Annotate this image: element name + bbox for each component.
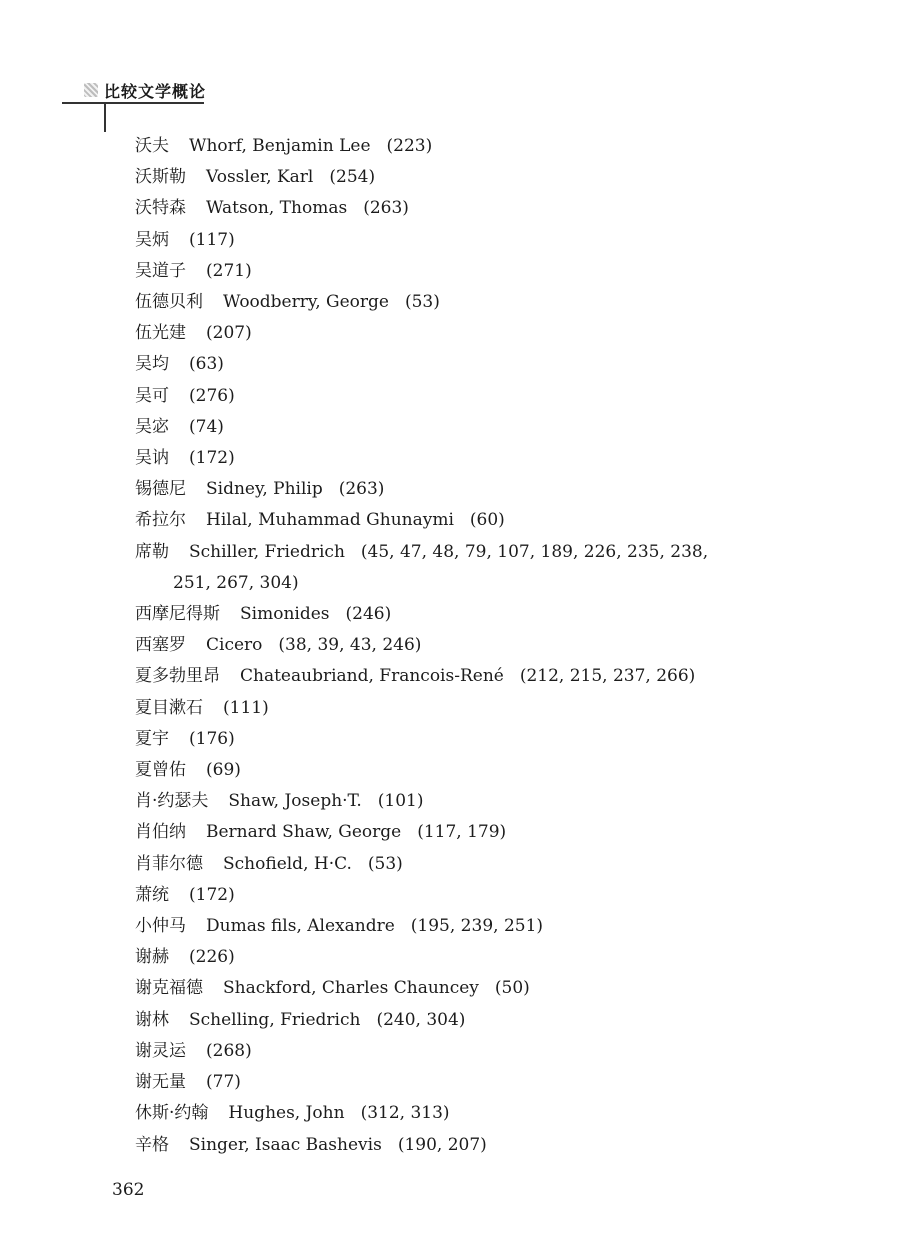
entry-western-name: Cicero <box>206 635 263 656</box>
entry-chinese-name: 锡德尼 <box>135 479 186 500</box>
entry-chinese-name: 席勒 <box>135 541 169 562</box>
entry-page-refs: (172) <box>189 448 235 469</box>
index-entry <box>135 880 835 911</box>
entry-chinese-name: 吴讷 <box>135 448 169 469</box>
entry-chinese-name: 肖菲尔德 <box>135 853 203 874</box>
entry-western-name: Schiller, Friedrich <box>189 541 345 562</box>
index-entry <box>135 630 835 661</box>
index-list <box>135 131 835 1161</box>
page-number: 362 <box>112 1180 145 1200</box>
entry-chinese-name: 沃特森 <box>135 198 186 219</box>
entry-western-name: Sidney, Philip <box>206 479 323 500</box>
index-entry <box>135 1067 835 1098</box>
index-entry <box>135 349 835 380</box>
entry-western-name: Vossler, Karl <box>206 167 314 188</box>
entry-chinese-name: 伍德贝利 <box>135 292 203 313</box>
entry-page-refs: (53) <box>367 853 403 874</box>
index-entry <box>135 724 835 755</box>
index-entry <box>135 443 835 474</box>
entry-page-refs: (176) <box>189 728 235 749</box>
entry-page-refs: (111) <box>223 697 269 718</box>
entry-western-name: Schelling, Friedrich <box>189 1009 361 1030</box>
entry-western-name: Bernard Shaw, George <box>206 822 402 843</box>
entry-page-refs: (53) <box>404 292 440 313</box>
index-entry <box>135 256 835 287</box>
entry-page-refs: (77) <box>206 1072 241 1093</box>
entry-page-refs: (254) <box>329 167 376 188</box>
entry-chinese-name: 辛格 <box>135 1134 169 1155</box>
entry-western-name: Shaw, Joseph·T. <box>228 791 362 812</box>
entry-page-refs: (271) <box>206 260 252 281</box>
index-entry <box>135 911 835 942</box>
entry-page-refs: (246) <box>345 604 392 625</box>
entry-western-name: Whorf, Benjamin Lee <box>189 136 371 156</box>
index-entry <box>135 755 835 786</box>
entry-page-refs: (195, 239, 251) <box>410 916 544 937</box>
index-entry <box>135 505 835 536</box>
entry-western-name: Schofield, H·C. <box>223 853 352 874</box>
entry-chinese-name: 吴宓 <box>135 416 169 437</box>
entry-page-refs: (240, 304) <box>376 1009 466 1030</box>
entry-page-refs: (117, 179) <box>417 822 507 843</box>
entry-page-refs: (69) <box>206 760 241 781</box>
index-entry <box>135 318 835 349</box>
header-rule <box>62 102 204 104</box>
index-entry <box>135 537 835 599</box>
entry-chinese-name: 肖·约瑟夫 <box>135 791 209 812</box>
entry-chinese-name: 沃夫 <box>135 136 169 156</box>
index-entry <box>135 849 835 880</box>
entry-western-name: Shackford, Charles Chauncey <box>223 978 479 999</box>
index-entry <box>135 1098 835 1129</box>
index-entry <box>135 693 835 724</box>
index-entry <box>135 973 835 1004</box>
entry-chinese-name: 吴均 <box>135 354 169 375</box>
index-entry <box>135 817 835 848</box>
entry-page-refs: (117) <box>189 229 235 250</box>
entry-page-refs: (263) <box>338 479 385 500</box>
entry-page-refs: (223) <box>386 136 433 156</box>
entry-chinese-name: 吴道子 <box>135 260 186 281</box>
header-tick <box>104 102 106 132</box>
entry-chinese-name: 萧统 <box>135 884 169 905</box>
index-entry <box>135 131 835 162</box>
index-entry <box>135 225 835 256</box>
running-header <box>84 78 206 102</box>
entry-western-name: Watson, Thomas <box>206 198 348 219</box>
index-entry <box>135 1005 835 1036</box>
entry-chinese-name: 夏曾佑 <box>135 760 186 781</box>
entry-chinese-name: 夏目漱石 <box>135 697 203 718</box>
entry-chinese-name: 谢灵运 <box>135 1040 186 1061</box>
entry-chinese-name: 西摩尼得斯 <box>135 604 220 625</box>
entry-western-name: Dumas fils, Alexandre <box>206 916 395 937</box>
index-entry <box>135 193 835 224</box>
entry-page-refs: (207) <box>206 323 252 344</box>
index-entry <box>135 599 835 630</box>
entry-page-refs: (212, 215, 237, 266) <box>519 666 696 687</box>
entry-western-name: Hilal, Muhammad Ghunaymi <box>206 510 454 531</box>
index-entry <box>135 381 835 412</box>
entry-page-refs: (74) <box>189 416 224 437</box>
index-entry <box>135 474 835 505</box>
entry-page-refs: (101) <box>377 791 424 812</box>
entry-chinese-name: 吴可 <box>135 385 169 406</box>
entry-chinese-name: 伍光建 <box>135 323 186 344</box>
entry-chinese-name: 谢克福德 <box>135 978 203 999</box>
entry-western-name: Hughes, John <box>228 1103 345 1124</box>
entry-page-refs: (226) <box>189 947 235 968</box>
entry-page-refs: (268) <box>206 1040 252 1061</box>
decorative-square-icon <box>84 83 98 97</box>
book-title: 比较文学概论 <box>104 81 207 101</box>
index-entry <box>135 942 835 973</box>
entry-page-refs-continued: 251, 267, 304) <box>173 572 299 593</box>
entry-page-refs: (63) <box>189 354 224 375</box>
index-entry <box>135 162 835 193</box>
entry-western-name: Chateaubriand, Francois-René <box>240 666 504 687</box>
entry-chinese-name: 西塞罗 <box>135 635 186 656</box>
index-entry <box>135 1036 835 1067</box>
entry-page-refs: (190, 207) <box>397 1134 487 1155</box>
entry-chinese-name: 夏宇 <box>135 728 169 749</box>
entry-chinese-name: 休斯·约翰 <box>135 1103 209 1124</box>
entry-chinese-name: 谢赫 <box>135 947 169 968</box>
entry-page-refs: (263) <box>363 198 409 219</box>
entry-page-refs: (172) <box>189 884 235 905</box>
entry-western-name: Simonides <box>240 604 330 625</box>
index-entry <box>135 287 835 318</box>
entry-chinese-name: 肖伯纳 <box>135 822 186 843</box>
entry-chinese-name: 希拉尔 <box>135 510 186 531</box>
entry-page-refs: (45, 47, 48, 79, 107, 189, 226, 235, 238, <box>360 541 709 562</box>
entry-page-refs: (312, 313) <box>360 1103 450 1124</box>
index-entry <box>135 1130 835 1161</box>
index-entry <box>135 661 835 692</box>
entry-page-refs: (50) <box>494 978 530 999</box>
index-entry <box>135 786 835 817</box>
entry-page-refs: (276) <box>189 385 235 406</box>
entry-chinese-name: 吴炳 <box>135 229 169 250</box>
entry-western-name: Woodberry, George <box>223 292 389 313</box>
entry-page-refs: (60) <box>469 510 505 531</box>
entry-chinese-name: 沃斯勒 <box>135 167 186 188</box>
entry-chinese-name: 夏多勃里昂 <box>135 666 220 687</box>
entry-western-name: Singer, Isaac Bashevis <box>189 1134 382 1155</box>
entry-chinese-name: 谢林 <box>135 1009 169 1030</box>
entry-chinese-name: 小仲马 <box>135 916 186 937</box>
entry-chinese-name: 谢无量 <box>135 1072 186 1093</box>
index-entry <box>135 412 835 443</box>
entry-page-refs: (38, 39, 43, 246) <box>278 635 422 656</box>
